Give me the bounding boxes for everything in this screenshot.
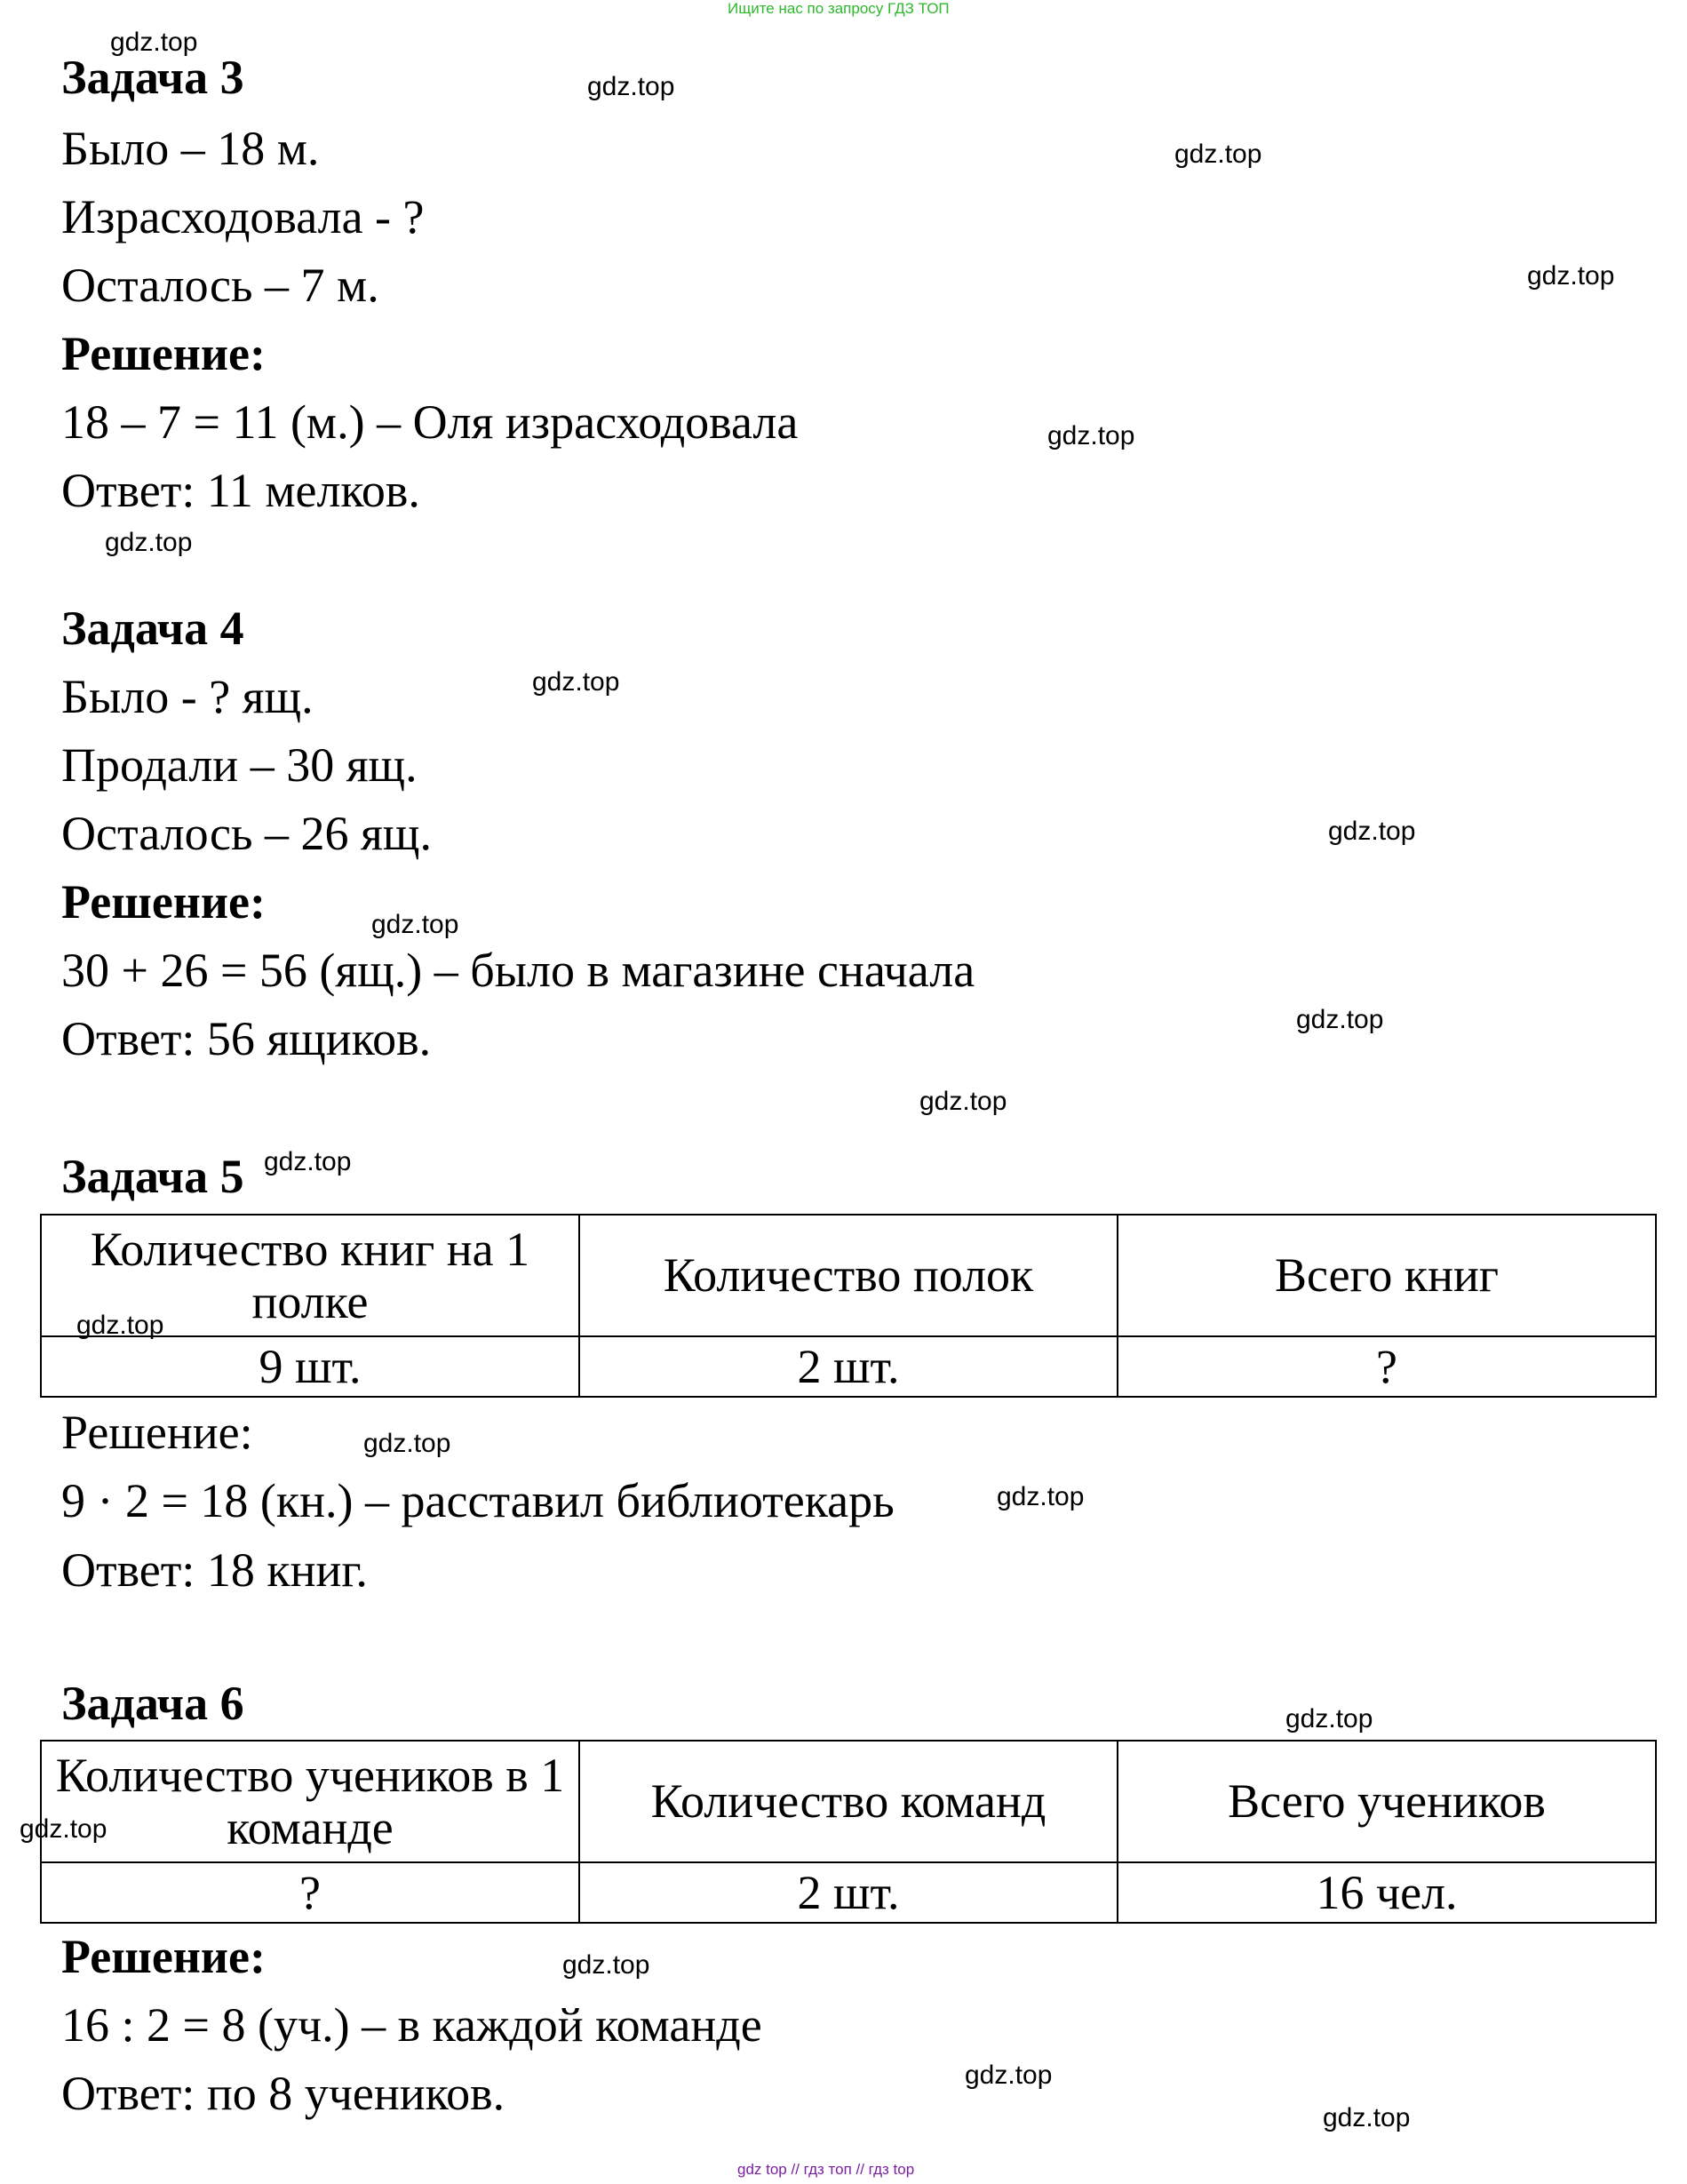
- task3-solution-label: Решение:: [61, 327, 266, 380]
- task5-table: [40, 1214, 1657, 1398]
- task6-answer: Ответ: по 8 учеников.: [61, 2067, 505, 2120]
- task5-data-cell-1: 9 шт.: [41, 1336, 579, 1397]
- watermark: gdz.top: [997, 1482, 1085, 1511]
- task5-solution-label: Решение:: [61, 1406, 253, 1459]
- task4-calc: 30 + 26 = 56 (ящ.) – было в магазине сначала: [61, 944, 975, 997]
- watermark: gdz.top: [110, 28, 198, 57]
- top-banner: Ищите нас по запросу ГДЗ ТОП: [728, 0, 950, 17]
- watermark: gdz.top: [371, 910, 459, 939]
- task5-header-cell-2: Количество полок: [579, 1215, 1118, 1336]
- task5-header-cell-1: Количество книг на 1 полке: [41, 1215, 579, 1336]
- task4-solution-label: Решение:: [61, 875, 266, 929]
- task3-line-2: Израсходовала - ?: [61, 190, 425, 243]
- task4-answer: Ответ: 56 ящиков.: [61, 1012, 432, 1065]
- watermark: gdz.top: [1328, 817, 1416, 846]
- task5-data-cell-3: ?: [1118, 1336, 1656, 1397]
- task6-solution-label: Решение:: [61, 1930, 266, 1983]
- watermark: gdz.top: [1527, 261, 1615, 291]
- task6-data-row: [41, 1862, 1656, 1923]
- task5-data-row: [41, 1336, 1656, 1397]
- task6-table: [40, 1740, 1657, 1924]
- task4-title: Задача 4: [61, 602, 244, 655]
- task4-line-3: Осталось – 26 ящ.: [61, 807, 432, 860]
- task3-answer: Ответ: 11 мелков.: [61, 464, 420, 517]
- task6-data-cell-1: ?: [41, 1862, 579, 1923]
- watermark: gdz.top: [1296, 1005, 1384, 1034]
- watermark: gdz.top: [965, 2060, 1053, 2090]
- task5-calc: 9 · 2 = 18 (кн.) – расставил библиотекарь: [61, 1474, 895, 1527]
- task6-calc: 16 : 2 = 8 (уч.) – в каждой команде: [61, 1998, 762, 2052]
- task5-header-row: [41, 1215, 1656, 1336]
- watermark: gdz.top: [1323, 2103, 1411, 2132]
- watermark: gdz.top: [1174, 139, 1262, 169]
- task6-data-cell-3: 16 чел.: [1118, 1862, 1656, 1923]
- task3-title: Задача 3: [61, 51, 244, 104]
- watermark: gdz.top: [264, 1147, 352, 1176]
- task3-line-1: Было – 18 м.: [61, 122, 320, 175]
- watermark: gdz.top: [76, 1311, 164, 1340]
- watermark: gdz.top: [532, 667, 620, 697]
- task5-title: Задача 5: [61, 1150, 244, 1203]
- task6-header-cell-3: Всего учеников: [1118, 1741, 1656, 1862]
- task4-line-1: Было - ? ящ.: [61, 670, 314, 723]
- watermark: gdz.top: [587, 72, 675, 101]
- task5-answer: Ответ: 18 книг.: [61, 1543, 368, 1597]
- task5-header-cell-3: Всего книг: [1118, 1215, 1656, 1336]
- task6-header-cell-1: Количество учеников в 1 команде: [41, 1741, 579, 1862]
- task6-header-cell-2: Количество команд: [579, 1741, 1118, 1862]
- bottom-banner: gdz top // гдз топ // гдз top: [737, 2161, 915, 2178]
- watermark: gdz.top: [919, 1087, 1007, 1116]
- task6-header-row: [41, 1741, 1656, 1862]
- watermark: gdz.top: [363, 1429, 451, 1458]
- watermark: gdz.top: [1047, 421, 1135, 450]
- task5-data-cell-2: 2 шт.: [579, 1336, 1118, 1397]
- watermark: gdz.top: [105, 528, 193, 557]
- task3-line-3: Осталось – 7 м.: [61, 259, 379, 312]
- watermark: gdz.top: [562, 1950, 650, 1980]
- task4-line-2: Продали – 30 ящ.: [61, 738, 418, 792]
- task6-title: Задача 6: [61, 1677, 244, 1730]
- task3-calc: 18 – 7 = 11 (м.) – Оля израсходовала: [61, 395, 799, 449]
- task6-data-cell-2: 2 шт.: [579, 1862, 1118, 1923]
- watermark: gdz.top: [20, 1814, 107, 1844]
- watermark: gdz.top: [1285, 1704, 1373, 1734]
